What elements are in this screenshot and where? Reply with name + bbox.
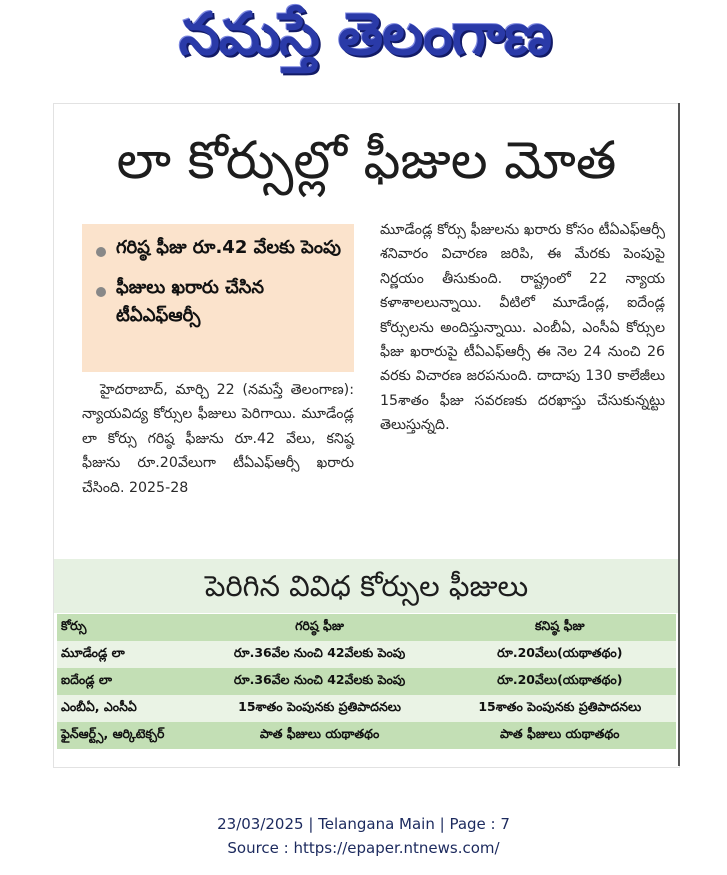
table-cell: రూ.36వేల నుంచి 42వేలకు పెంపు (196, 641, 444, 668)
page-footer (0, 812, 727, 860)
article-headline: లా కోర్సుల్లో ఫీజుల మోత (116, 131, 617, 191)
source-link[interactable]: Source : https://epaper.ntnews.com/ (227, 839, 500, 857)
column-header: గరిష్ఠ ఫీజు (196, 614, 444, 641)
highlight-item (90, 234, 346, 262)
table-cell: 15శాతం పెంపునకు ప్రతిపాదనలు (196, 695, 444, 722)
newspaper-masthead: నమస్తే తెలంగాణ (179, 0, 551, 68)
table-cell: ఐదేండ్ల లా (57, 668, 196, 695)
table-cell: రూ.20వేలు(యథాతథం) (444, 641, 676, 668)
clipping-edge-line (678, 103, 680, 766)
highlight-text: ఫీజులు ఖరారు చేసిన టీఏఎఫ్ఆర్సీ (116, 277, 265, 326)
highlight-item (90, 274, 346, 330)
table-cell: మూడేండ్ల లా (57, 641, 196, 668)
table-row (57, 695, 676, 722)
table-title: పెరిగిన వివిధ కోర్సుల ఫీజులు (54, 559, 679, 613)
bullet-icon (96, 287, 106, 297)
bullet-icon (96, 247, 106, 257)
table-cell: ఎంబీఏ, ఎంసీఏ (57, 695, 196, 722)
table-cell: 15శాతం పెంపునకు ప్రతిపాదనలు (444, 695, 676, 722)
table-cell: ఫైన్ఆర్ట్స్, ఆర్కిటెక్చర్ (57, 722, 196, 749)
column-header: కనిష్ఠ ఫీజు (444, 614, 676, 641)
table-cell: పాత ఫీజులు యథాతథం (196, 722, 444, 749)
article-body-left: హైదరాబాద్, మార్చి 22 (నమస్తే తెలంగాణ): న్యాయవిద్య కోర్సుల ఫీజులు పెరిగాయి. మూడేండ్ల లా కోర్సు గరిష్ఠ ఫీజును రూ.42 వేలు, కనిష్ఠ ఫీజును రూ.20వేలుగా టీఏఎఫ్ఆర్సీ ఖరారు చేసింది. 2025-28 (82, 382, 354, 496)
table-cell: రూ.36వేల నుంచి 42వేలకు పెంపు (196, 668, 444, 695)
table-row (57, 722, 676, 749)
table-header-row (57, 614, 676, 641)
table-cell: రూ.20వేలు(యథాతథం) (444, 668, 676, 695)
edition-info: 23/03/2025 | Telangana Main | Page : 7 (217, 815, 510, 833)
highlights-box (82, 224, 354, 372)
fees-table (57, 614, 676, 749)
highlight-text: గరిష్ఠ ఫీజు రూ.42 వేలకు పెంపు (116, 237, 341, 258)
table-row (57, 668, 676, 695)
column-header: కోర్సు (57, 614, 196, 641)
table-cell: పాత ఫీజులు యథాతథం (444, 722, 676, 749)
article-body-right: మూడేండ్ల కోర్సు ఫీజులను ఖరారు కోసం టీఏఎఫ్ఆర్సీ శనివారం విచారణ జరిపి, ఈ మేరకు పెంపుపై నిర్ణయం తీసుకుంది. రాష్ట్రంలో 22 న్యాయ కళాశాలలున్నాయి. వీటిలో మూడేండ్ల, ఐదేండ్ల కోర్సులను అందిస్తున్నాయి. ఎంబీఏ, ఎంసీఏ కోర్సుల ఫీజు ఖరారుపై టీఏఎఫ్ఆర్సీ ఈ నెల 24 నుంచి 26 వరకు విచారణ జరపనుంది. దాదాపు 130 కాలేజీలు 15శాతం ఫీజు సవరణకు దరఖాస్తు చేసుకున్నట్టు తెలుస్తున్నది. (380, 222, 665, 434)
news-clipping (53, 103, 680, 768)
table-row (57, 641, 676, 668)
